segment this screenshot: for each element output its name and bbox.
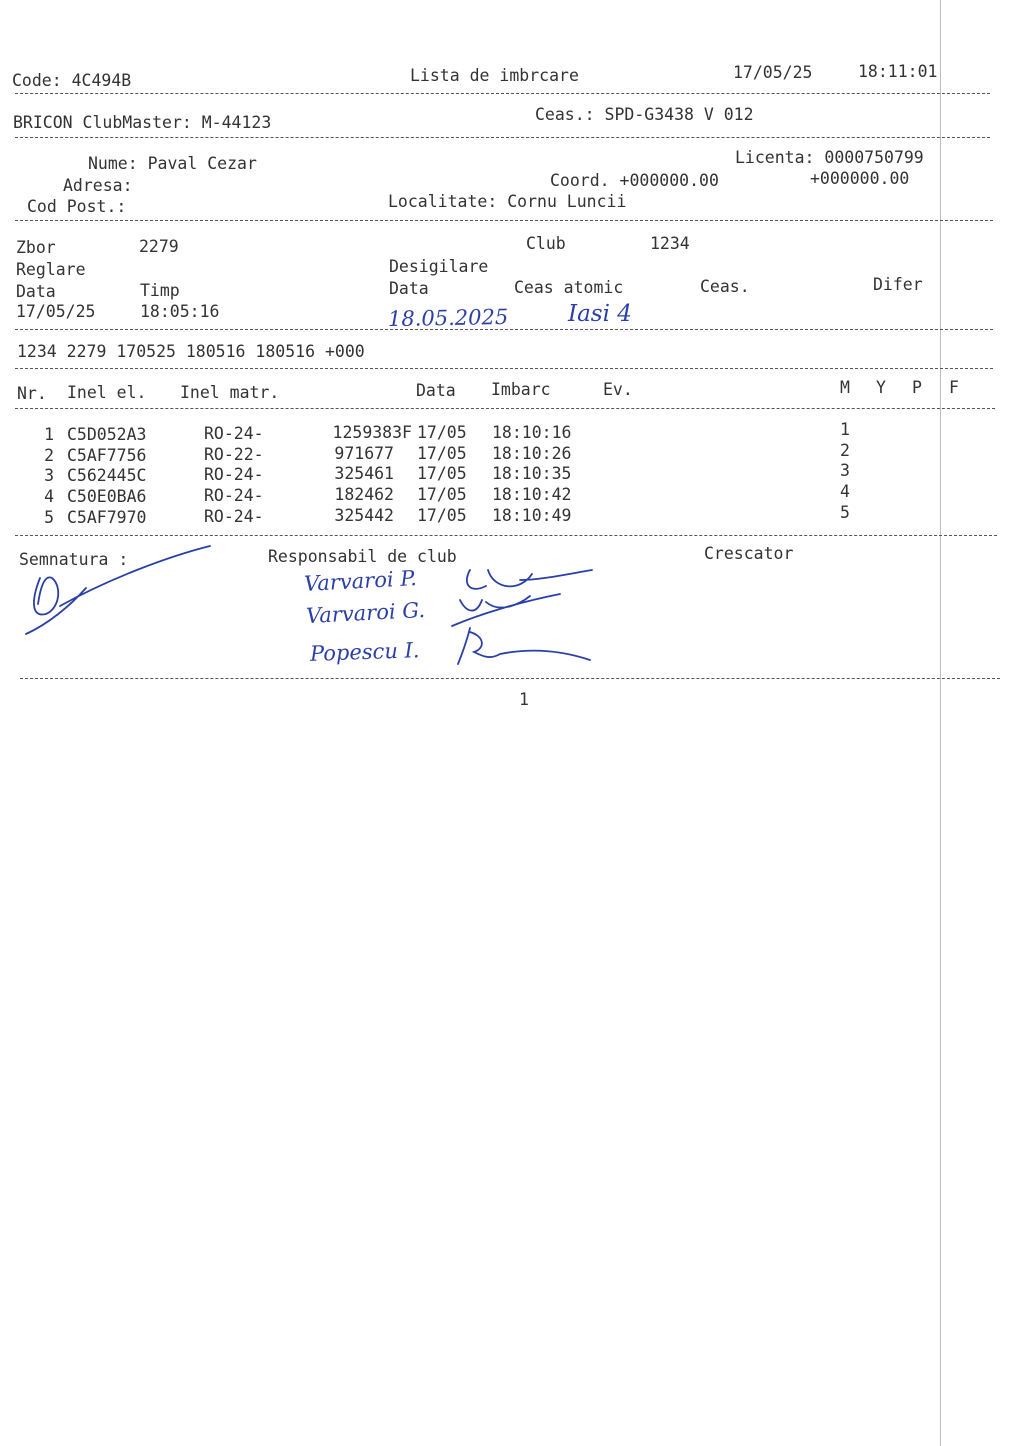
club-master: BRICON ClubMaster: M-44123: [13, 113, 272, 132]
ceas-atomic-label: Ceas atomic: [514, 278, 624, 297]
reglare-label: Reglare: [16, 260, 86, 279]
data-label-2: Data: [389, 279, 429, 298]
row-imbarc: 18:10:35: [492, 464, 572, 483]
row-inel-el: C5D052A3: [67, 425, 147, 444]
reglare-time: 18:05:16: [140, 302, 220, 321]
handwritten-date: 18.05.2025: [387, 304, 509, 332]
header-date: 17/05/25: [733, 63, 813, 82]
zbor-value: 2279: [139, 237, 179, 256]
row-data: 17/05: [417, 444, 467, 463]
row-inel-el: C562445C: [67, 466, 147, 485]
row-inel-el: C50E0BA6: [67, 487, 147, 506]
row-inel-el: C5AF7970: [67, 508, 147, 527]
timp-label: Timp: [140, 281, 180, 300]
semnatura-label: Semnatura :: [19, 550, 129, 569]
document-title: Lista de imbrcare: [410, 66, 579, 85]
signature: [0, 0, 1024, 700]
signatory-name: Varvaroi P.: [303, 566, 418, 596]
row-matr: 971677: [334, 444, 394, 463]
row-inel-el: C5AF7756: [67, 446, 147, 465]
responsabil-label: Responsabil de club: [268, 547, 457, 566]
row-imbarc: 18:10:16: [492, 423, 572, 442]
adresa-label: Adresa:: [63, 176, 133, 195]
page-number: 1: [519, 690, 529, 709]
header-time: 18:11:01: [858, 62, 938, 81]
divider: [20, 678, 1000, 679]
row-m: 2: [840, 441, 850, 460]
row-data: 17/05: [417, 506, 467, 525]
row-imbarc: 18:10:49: [492, 506, 572, 525]
row-m: 5: [840, 503, 850, 522]
signatory-name: Popescu I.: [309, 638, 420, 666]
licenta: Licenta: 0000750799: [735, 148, 924, 167]
row-matr: 325461: [334, 464, 394, 483]
zbor-label: Zbor: [16, 238, 56, 257]
row-prefix: RO-22-: [204, 445, 264, 464]
handwritten-place: Iasi 4: [568, 301, 632, 327]
difer-label: Difer: [873, 275, 923, 294]
row-nr: 2: [44, 446, 54, 465]
row-matr: 325442: [334, 506, 394, 525]
ceas-label: Ceas.: [700, 277, 750, 296]
col-header-m: M: [840, 378, 850, 397]
row-imbarc: 18:10:42: [492, 485, 572, 504]
col-header-data: Data: [416, 381, 456, 400]
col-header-ev: Ev.: [603, 380, 633, 399]
row-prefix: RO-24-: [204, 486, 264, 505]
row-m: 4: [840, 482, 850, 501]
reglare-date: 17/05/25: [16, 302, 96, 321]
row-imbarc: 18:10:26: [492, 444, 572, 463]
col-header-y: Y: [876, 378, 886, 397]
col-header-nr: Nr.: [17, 384, 47, 403]
club-label: Club: [526, 234, 566, 253]
row-nr: 1: [44, 425, 54, 444]
col-header-f: F: [949, 378, 959, 397]
row-prefix: RO-24-: [204, 424, 264, 443]
owner-name: Nume: Paval Cezar: [88, 154, 257, 173]
row-nr: 3: [44, 466, 54, 485]
row-nr: 4: [44, 487, 54, 506]
summary-line: 1234 2279 170525 180516 180516 +000: [17, 342, 365, 361]
row-nr: 5: [44, 508, 54, 527]
club-value: 1234: [650, 234, 690, 253]
cod-post-label: Cod Post.:: [27, 197, 127, 216]
row-matr: 1259383F: [332, 423, 412, 442]
signatory-name: Varvaroi G.: [305, 597, 426, 629]
row-matr: 182462: [334, 485, 394, 504]
col-header-p: P: [912, 378, 922, 397]
row-data: 17/05: [417, 423, 467, 442]
row-data: 17/05: [417, 485, 467, 504]
col-header-imbarc: Imbarc: [491, 380, 551, 399]
code-label: Code: 4C494B: [12, 71, 132, 90]
data-label: Data: [16, 282, 56, 301]
ceas-id: Ceas.: SPD-G3438 V 012: [535, 105, 754, 124]
col-header-inel-matr: Inel matr.: [180, 383, 280, 402]
row-data: 17/05: [417, 464, 467, 483]
localitate: Localitate: Cornu Luncii: [388, 192, 627, 211]
row-prefix: RO-24-: [204, 507, 264, 526]
row-m: 1: [840, 420, 850, 439]
col-header-inel-el: Inel el.: [67, 383, 147, 402]
row-prefix: RO-24-: [204, 465, 264, 484]
coord: Coord. +000000.00: [550, 171, 719, 190]
coord-2: +000000.00: [810, 169, 910, 188]
row-m: 3: [840, 461, 850, 480]
desigilare-label: Desigilare: [389, 257, 489, 276]
crescator-label: Crescator: [704, 544, 794, 563]
